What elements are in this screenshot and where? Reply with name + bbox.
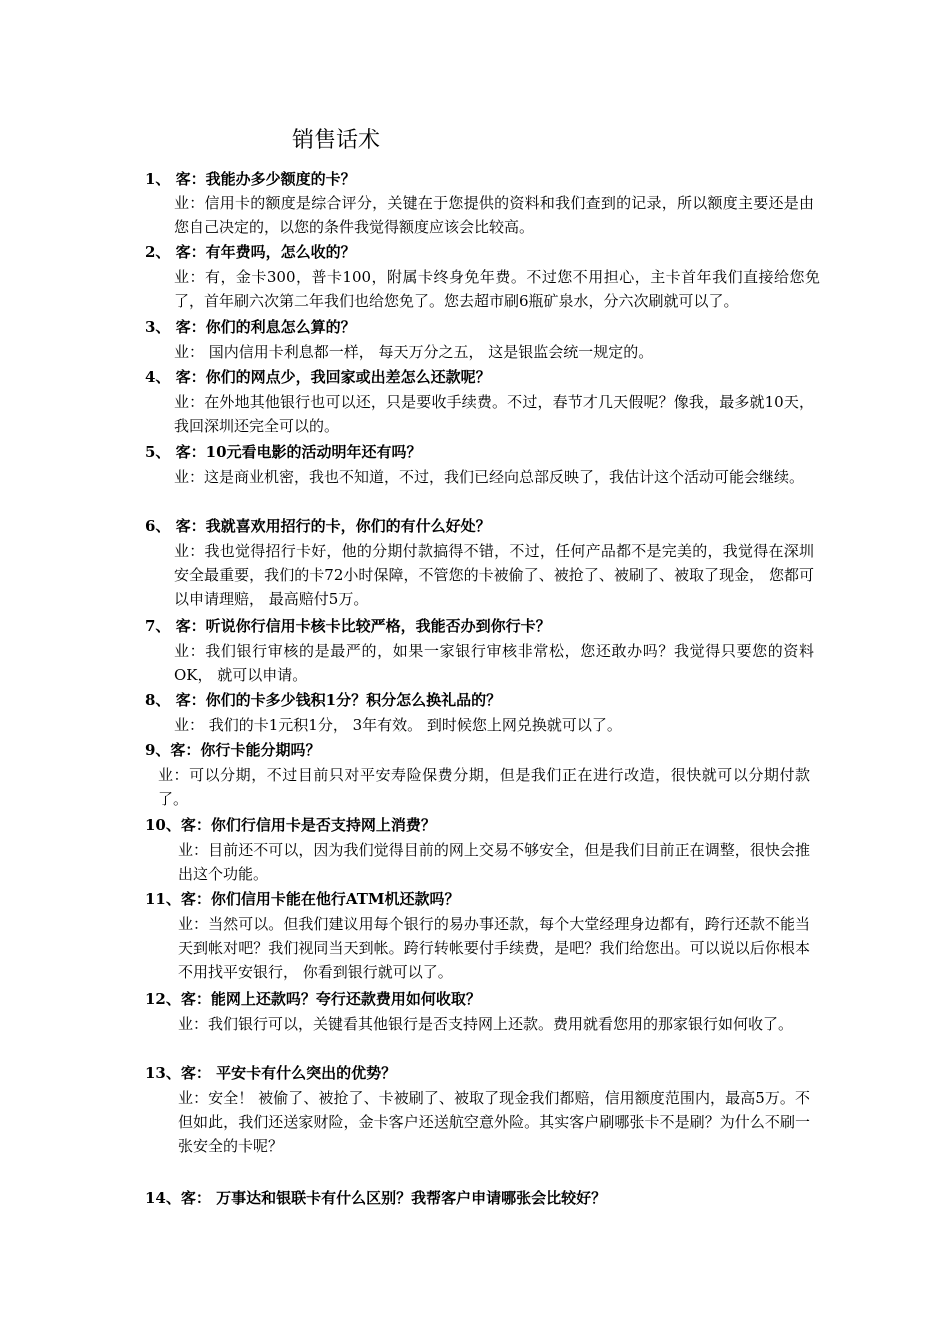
- question-3: 3、 客：你们的利息怎么算的？: [145, 318, 356, 336]
- answer-3: 业： 国内信用卡利息都一样， 每天万分之五， 这是银监会统一规定的。: [174, 343, 654, 361]
- answer-10: 业：目前还不可以，因为我们觉得目前的网上交易不够安全，但是我们目前正在调整，很快会推出这个功能。: [178, 841, 810, 883]
- question-2: 2、 客：有年费吗，怎么收的？: [145, 243, 356, 261]
- answer-2: 业：有，金卡300，普卡100，附属卡终身免年费。不过您不用担心，主卡首年我们直接给您免了，首年刷六次第二年我们也给您免了。您去超市刷6瓶矿泉水，分六次刷就可以了。: [174, 268, 820, 310]
- answer-13: 业：安全！ 被偷了、被抢了、卡被刷了、被取了现金我们都赔，信用额度范围内，最高5万。不但如此，我们还送家财险，金卡客户还送航空意外险。其实客户刷哪张卡不是刷？为什么不刷一张安全的卡呢？: [178, 1089, 810, 1155]
- question-7: 7、 客：听说你行信用卡核卡比较严格，我能否办到你行卡？: [145, 617, 551, 635]
- question-6: 6、 客：我就喜欢用招行的卡，你们的有什么好处？: [145, 517, 491, 535]
- question-13: 13、客： 平安卡有什么突出的优势？: [145, 1064, 397, 1082]
- answer-11: 业：当然可以。但我们建议用每个银行的易办事还款，每个大堂经理身边都有，跨行还款不能当天到帐对吧？我们视同当天到帐。跨行转帐要付手续费，是吧？我们给您出。可以说以后你根本不用找平安银行， 你看到银行就可以了。: [178, 915, 810, 981]
- answer-12: 业：我们银行可以，关键看其他银行是否支持网上还款。费用就看您用的那家银行如何收了。: [178, 1015, 794, 1033]
- question-14: 14、客： 万事达和银联卡有什么区别？我帮客户申请哪张会比较好？: [145, 1189, 607, 1207]
- question-12: 12、客：能网上还款吗？夸行还款费用如何收取？: [145, 990, 481, 1008]
- answer-8: 业： 我们的卡1元积1分， 3年有效。 到时候您上网兑换就可以了。: [174, 716, 622, 734]
- question-1: 1、 客：我能办多少额度的卡？: [145, 170, 356, 188]
- answer-7: 业：我们银行审核的是最严的，如果一家银行审核非常松，您还敢办吗？我觉得只要您的资料OK， 就可以申请。: [174, 642, 814, 684]
- answer-4: 业：在外地其他银行也可以还，只是要收手续费。不过，春节才几天假呢？像我，最多就10天，我回深圳还完全可以的。: [174, 393, 814, 435]
- question-9: 9、客：你行卡能分期吗？: [145, 741, 321, 759]
- question-5: 5、 客：10元看电影的活动明年还有吗？: [145, 443, 422, 461]
- question-11: 11、客：你们信用卡能在他行ATM机还款吗？: [145, 890, 460, 908]
- answer-6: 业：我也觉得招行卡好，他的分期付款搞得不错，不过，任何产品都不是完美的，我觉得在深圳安全最重要，我们的卡72小时保障，不管您的卡被偷了、被抢了、被刷了、被取了现金， 您都可以申请理赔， 最高赔付5万。: [174, 542, 814, 608]
- page-title: 销售话术: [292, 128, 381, 153]
- question-10: 10、客：你们行信用卡是否支持网上消费？: [145, 816, 436, 834]
- question-8: 8、 客：你们的卡多少钱积1分？积分怎么换礼品的？: [145, 691, 502, 709]
- question-4: 4、 客：你们的网点少，我回家或出差怎么还款呢？: [145, 368, 491, 386]
- answer-9: 业：可以分期，不过目前只对平安寿险保费分期，但是我们正在进行改造，很快就可以分期付款了。: [158, 766, 810, 808]
- answer-5: 业：这是商业机密，我也不知道，不过，我们已经向总部反映了，我估计这个活动可能会继续。: [174, 468, 805, 486]
- answer-1: 业：信用卡的额度是综合评分，关键在于您提供的资料和我们查到的记录，所以额度主要还是由您自己决定的，以您的条件我觉得额度应该会比较高。: [174, 194, 814, 236]
